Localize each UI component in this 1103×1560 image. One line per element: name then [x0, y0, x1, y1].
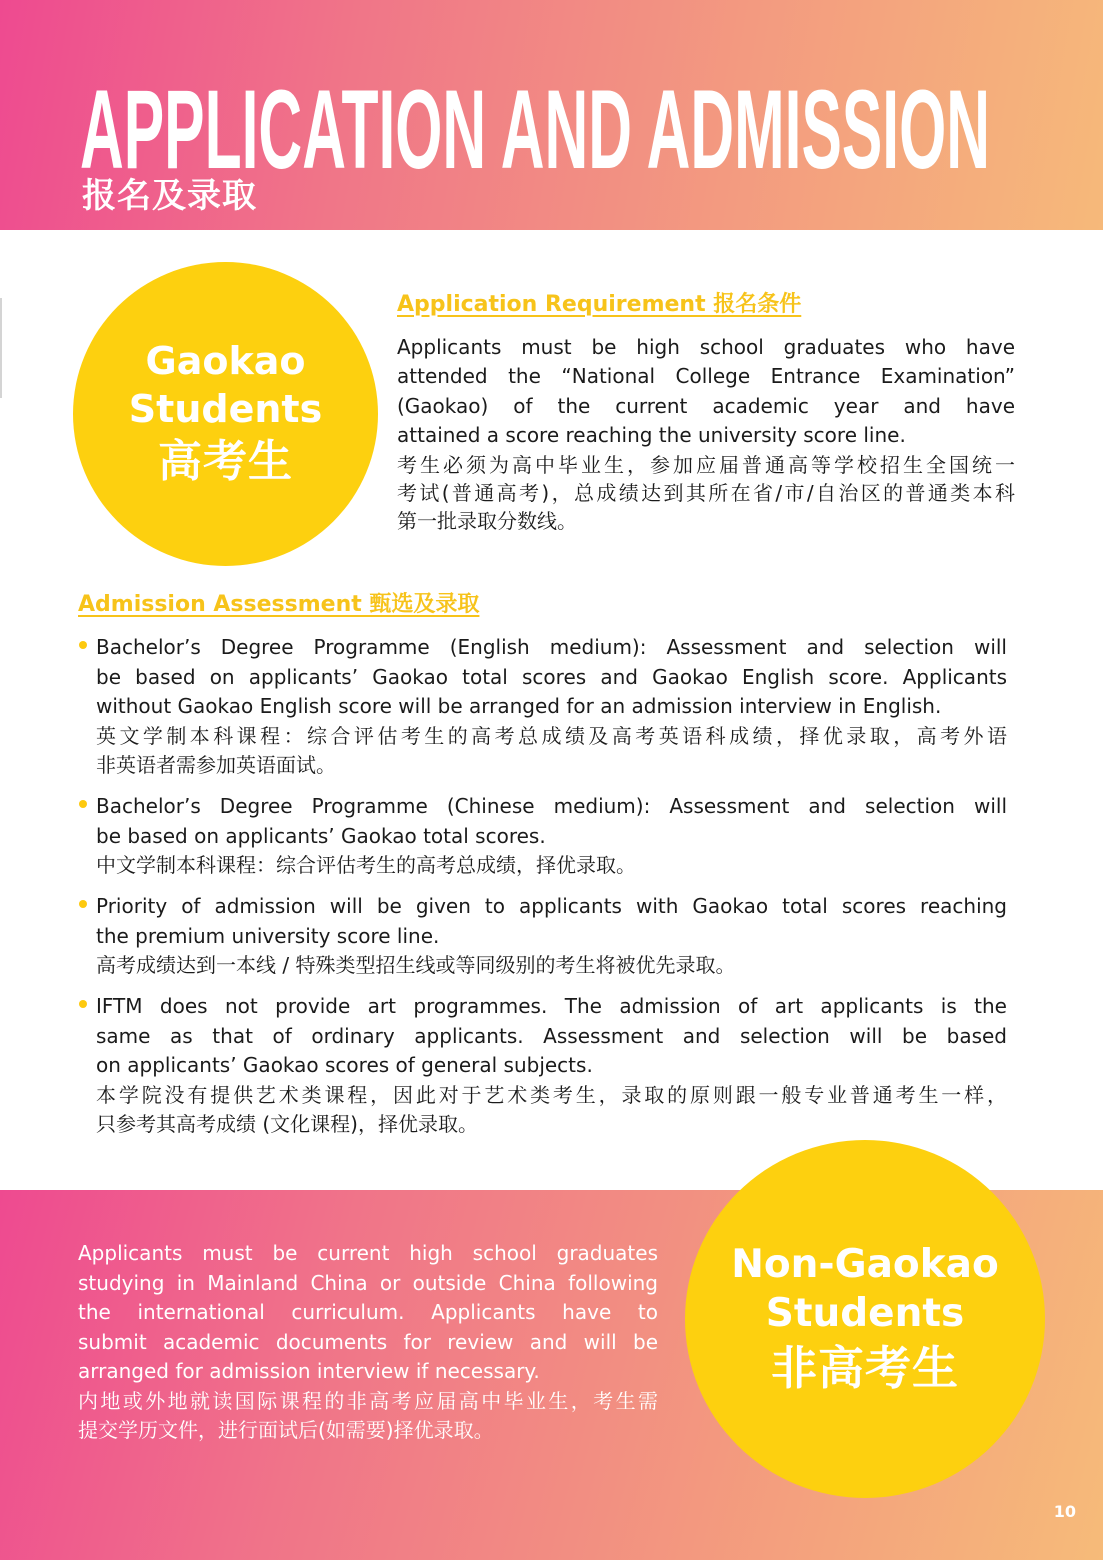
text-line: 第一批录取分数线。 [397, 509, 577, 533]
admission-assessment-heading: Admission Assessment 甄选及录取 [78, 592, 480, 617]
bullet-icon [79, 800, 87, 808]
text-line: same as that of ordinary applicants. Assessment and selection will be based [96, 1023, 1007, 1048]
bullet-icon [79, 641, 87, 649]
text-line: submit academic documents for review and will be [78, 1329, 658, 1354]
text-line: attended the “National College Entrance Examination” [397, 364, 1015, 389]
text-line: 本学院没有提供艺术类课程，因此对于艺术类考生，录取的原则跟一般专业普通考生一样， [96, 1082, 1007, 1107]
list-item [96, 992, 1007, 1140]
text-line: Bachelor’s Degree Programme (Chinese medium): Assessment and selection will [96, 794, 1007, 818]
page-number: 10 [1053, 1502, 1076, 1521]
header-band [0, 0, 1103, 230]
circle-line-3: 高考生 [158, 436, 293, 487]
text-line: Bachelor’s Degree Programme (English medium): Assessment and selection will [96, 635, 1007, 659]
list-item [96, 792, 1007, 881]
assessment-bullet-list [96, 633, 1007, 1151]
edge-line [0, 298, 2, 398]
non-gaokao-description [78, 1239, 658, 1446]
text-line: 只参考其高考成绩 (文化课程)，择优录取。 [96, 1112, 478, 1136]
text-line: 考生必须为高中毕业生，参加应届普通高等学校招生全国统一 [397, 453, 1015, 477]
text-line: 中文学制本科课程：综合评估考生的高考总成绩，择优录取。 [96, 853, 636, 877]
circle-line-1: Non-Gaokao [731, 1242, 999, 1287]
page-title: APPLICATION AND ADMISSION [80, 67, 990, 192]
text-line: attained a score reaching the university score line. [397, 422, 906, 447]
text-line: 提交学历文件，进行面试后(如需要)择优录取。 [78, 1418, 494, 1442]
circle-line-2: Students [128, 387, 323, 431]
gaokao-students-circle [73, 262, 378, 566]
circle-line-1: Gaokao [145, 339, 306, 383]
text-line: 考试(普通高考)，总成绩达到其所在省/市/自治区的普通类本科 [397, 481, 1015, 505]
requirement-english-text [397, 333, 1015, 450]
list-item [96, 892, 1007, 981]
text-line: IFTM does not provide art programmes. The admission of art applicants is the [96, 994, 1007, 1018]
text-line: 非英语者需参加英语面试。 [96, 753, 336, 777]
text-line: on applicants’ Gaokao scores of general subjects. [96, 1053, 593, 1077]
circle-line-3: 非高考生 [771, 1341, 959, 1395]
text-line: be based on applicants’ Gaokao total scores. [96, 823, 546, 848]
text-line: 高考成绩达到一本线 / 特殊类型招生线或等同级别的考生将被优先录取。 [96, 953, 736, 977]
bullet-icon [79, 1000, 87, 1008]
text-line: Applicants must be high school graduates who have [397, 335, 1015, 359]
text-line: (Gaokao) of the current academic year and have [397, 393, 1015, 418]
requirement-chinese-text [397, 451, 1015, 535]
non-gaokao-students-circle [685, 1140, 1045, 1498]
text-line: the premium university score line. [96, 923, 440, 948]
text-line: Priority of admission will be given to applicants with Gaokao total scores reaching [96, 894, 1007, 918]
text-line: Applicants must be current high school graduates [78, 1241, 658, 1265]
application-requirement-heading: Application Requirement 报名条件 [397, 292, 802, 317]
text-line: without Gaokao English score will be arranged for an admission interview in English. [96, 694, 942, 718]
list-item [96, 633, 1007, 781]
circle-line-2: Students [765, 1291, 965, 1336]
text-line: the international curriculum. Applicants have to [78, 1300, 658, 1324]
text-line: 内地或外地就读国际课程的非高考应届高中毕业生，考生需 [78, 1388, 658, 1413]
text-line: be based on applicants’ Gaokao total scores and Gaokao English score. Applicants [96, 664, 1007, 689]
page-subtitle: 报名及录取 [82, 176, 257, 216]
text-line: 英文学制本科课程：综合评估考生的高考总成绩及高考英语科成绩，择优录取，高考外语 [96, 723, 1007, 748]
text-line: arranged for admission interview if necessary. [78, 1359, 540, 1383]
bullet-icon [79, 900, 87, 908]
text-line: studying in Mainland China or outside China following [78, 1270, 658, 1295]
